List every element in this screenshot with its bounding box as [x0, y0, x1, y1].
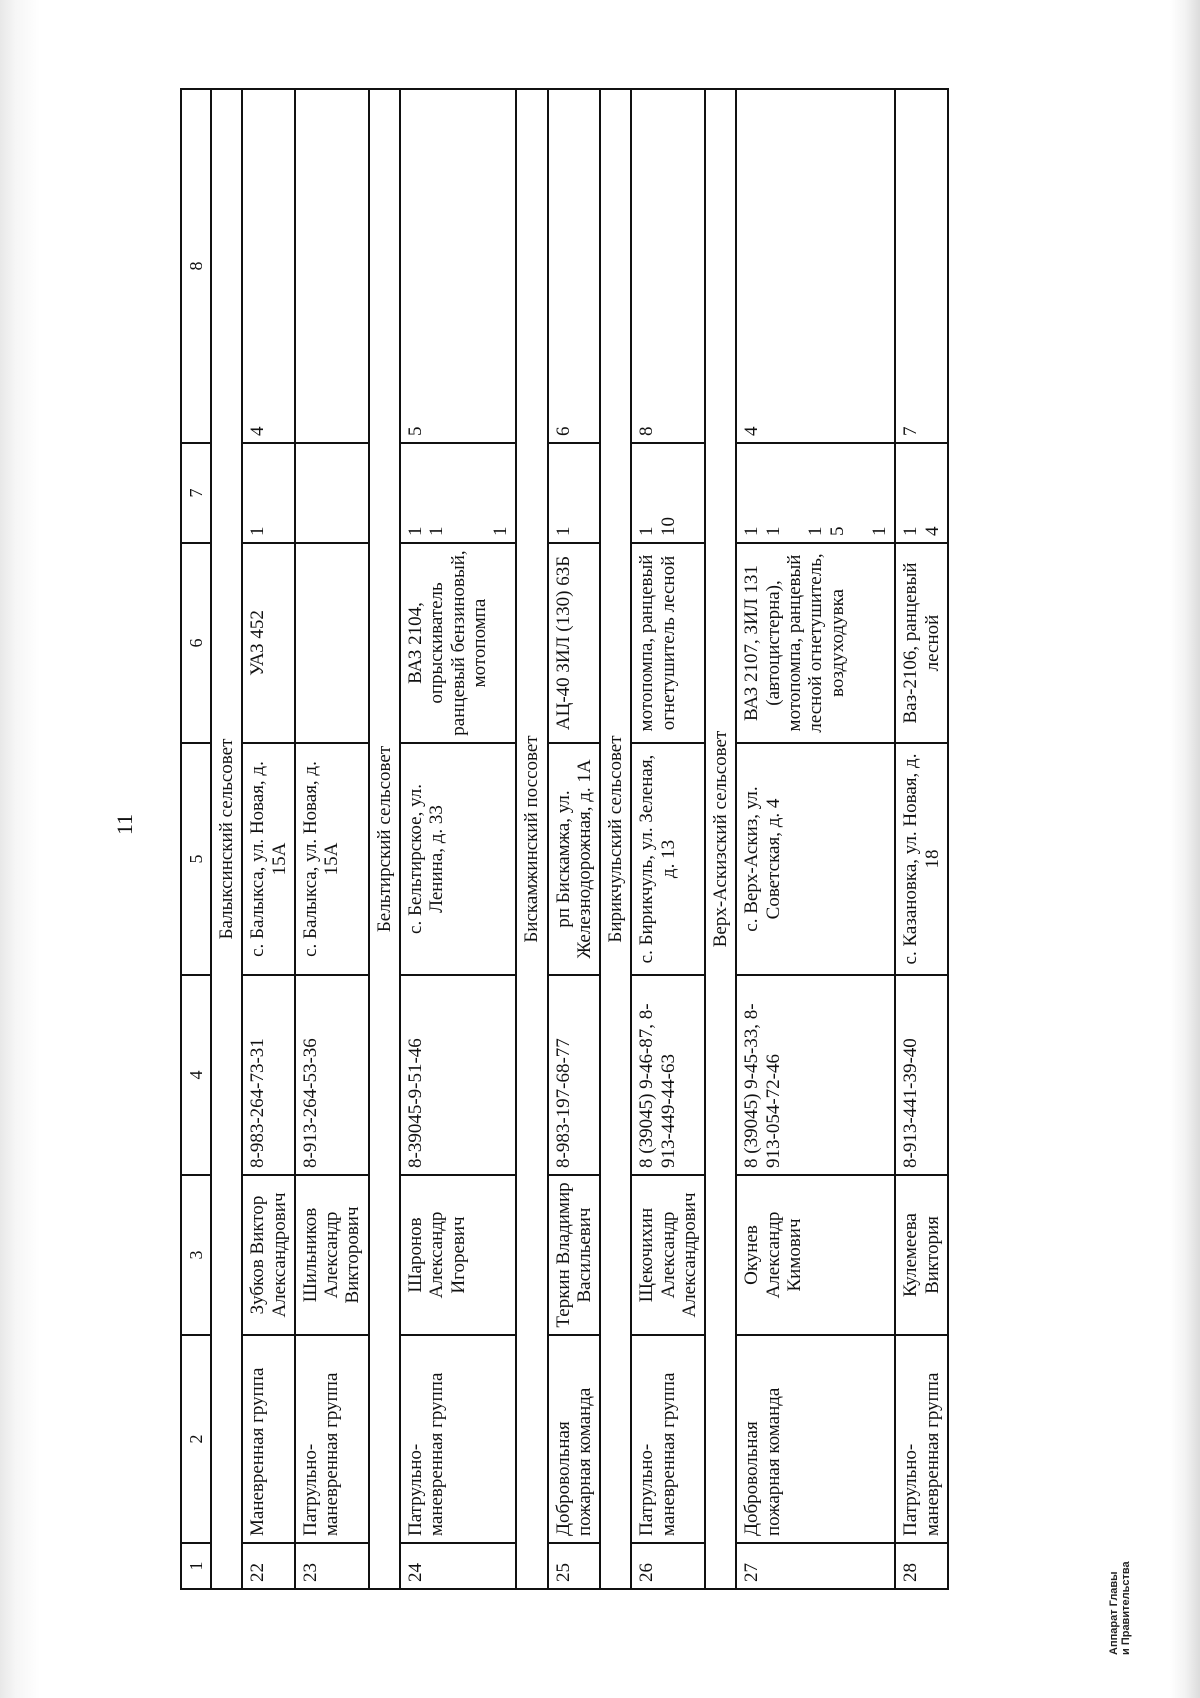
address: с. Бельтирское, ул. Ленина, д. 33: [400, 743, 516, 975]
row-number: 26: [631, 1543, 705, 1589]
people-count: 4: [242, 89, 295, 443]
table-row: [736, 89, 895, 1589]
section-title: Верх-Аскизский сельсовет: [705, 89, 736, 1589]
equipment-quantity: [295, 443, 369, 543]
equipment: [295, 543, 369, 743]
team-head: Теркин Владимир Васильевич: [548, 1175, 601, 1335]
people-count: 8: [631, 89, 705, 443]
table-row: [895, 89, 948, 1589]
col-number: 5: [181, 743, 211, 975]
equipment-quantity: 1 10: [631, 443, 705, 543]
equipment-quantity: 1 1 1: [400, 443, 516, 543]
section-header-row: [369, 89, 400, 1589]
address: с. Балыкса, ул. Новая, д. 15А: [242, 743, 295, 975]
row-number: 23: [295, 1543, 369, 1589]
team-head: Кулемеева Виктория: [895, 1175, 948, 1335]
col-number: 6: [181, 543, 211, 743]
people-count: 7: [895, 89, 948, 443]
table-row: [242, 89, 295, 1589]
scan-edge-left: [0, 0, 40, 1698]
section-header-row: [705, 89, 736, 1589]
equipment-quantity: 1 4: [895, 443, 948, 543]
team-type: Добровольная пожарная команда: [548, 1335, 601, 1543]
archive-stamp: [1108, 1561, 1132, 1655]
address: с. Верх-Аскиз, ул. Советская, д. 4: [736, 743, 895, 975]
row-number: 22: [242, 1543, 295, 1589]
phone-number: 8-983-197-68-77: [548, 975, 601, 1175]
people-count: 6: [548, 89, 601, 443]
equipment: Ваз-2106, ранцевый лесной: [895, 543, 948, 743]
address: с. Бирикчуль, ул. Зеленая, д. 13: [631, 743, 705, 975]
equipment: УАЗ 452: [242, 543, 295, 743]
section-header-row: [600, 89, 631, 1589]
section-title: Бельтирский сельсовет: [369, 89, 400, 1589]
phone-number: 8 (39045) 9-45-33, 8-913-054-72-46: [736, 975, 895, 1175]
phone-number: 8 (39045) 9-46-87, 8-913-449-44-63: [631, 975, 705, 1175]
row-number: 27: [736, 1543, 895, 1589]
stamp-line: и Правительства: [1120, 1561, 1133, 1655]
team-type: Патрульно-маневренная группа: [400, 1335, 516, 1543]
section-header-row: [516, 89, 547, 1589]
row-number: 24: [400, 1543, 516, 1589]
col-number: 3: [181, 1175, 211, 1335]
table-row: [295, 89, 369, 1589]
table-row: [548, 89, 601, 1589]
page-number: 11: [112, 813, 137, 835]
fire-teams-table: [180, 88, 949, 1590]
address: рп Бискамжа, ул. Железнодорожная, д. 1А: [548, 743, 601, 975]
equipment: АЦ-40 ЗИЛ (130) 63Б: [548, 543, 601, 743]
section-header-row: [211, 89, 242, 1589]
phone-number: 8-39045-9-51-46: [400, 975, 516, 1175]
section-title: Бискамжинский поссовет: [516, 89, 547, 1589]
col-number: 7: [181, 443, 211, 543]
team-type: Добровольная пожарная команда: [736, 1335, 895, 1543]
col-number: 2: [181, 1335, 211, 1543]
row-number: 28: [895, 1543, 948, 1589]
team-type: Патрульно-маневренная группа: [295, 1335, 369, 1543]
address: с. Казановка, ул. Новая, д. 18: [895, 743, 948, 975]
section-title: Балыксинский сельсовет: [211, 89, 242, 1589]
scan-edge-right: [1170, 0, 1200, 1698]
row-number: 25: [548, 1543, 601, 1589]
rotated-table-sheet: [180, 90, 1050, 1590]
team-head: Окунев Александр Кимович: [736, 1175, 895, 1335]
people-count: 5: [400, 89, 516, 443]
team-head: Шильников Александр Викторович: [295, 1175, 369, 1335]
equipment-quantity: 1 1 1 5 1: [736, 443, 895, 543]
stamp-line: Аппарат Главы: [1108, 1571, 1120, 1655]
col-number: 8: [181, 89, 211, 443]
section-title: Бирикчульский сельсовет: [600, 89, 631, 1589]
address: с. Балыкса, ул. Новая, д. 15А: [295, 743, 369, 975]
equipment-quantity: 1: [548, 443, 601, 543]
col-number: 4: [181, 975, 211, 1175]
column-number-row: [181, 89, 211, 1589]
table-body: [181, 89, 948, 1589]
equipment: ВАЗ 2104, опрыскиватель ранцевый бензиновый, мотопомпа: [400, 543, 516, 743]
phone-number: 8-913-264-53-36: [295, 975, 369, 1175]
team-type: Маневренная группа: [242, 1335, 295, 1543]
team-type: Патрульно-маневренная группа: [631, 1335, 705, 1543]
phone-number: 8-913-441-39-40: [895, 975, 948, 1175]
equipment: мотопомпа, ранцевый огнетушитель лесной: [631, 543, 705, 743]
table-row: [400, 89, 516, 1589]
team-head: Шаронов Александр Игоревич: [400, 1175, 516, 1335]
team-head: Щекочихин Александр Александрович: [631, 1175, 705, 1335]
equipment-quantity: 1: [242, 443, 295, 543]
team-head: Зубков Виктор Александрович: [242, 1175, 295, 1335]
table-row: [631, 89, 705, 1589]
phone-number: 8-983-264-73-31: [242, 975, 295, 1175]
team-type: Патрульно-маневренная группа: [895, 1335, 948, 1543]
equipment: ВАЗ 2107, ЗИЛ 131 (автоцистерна), мотопомпа, ранцевый лесной огнетушитель, воздуходувка: [736, 543, 895, 743]
people-count: 4: [736, 89, 895, 443]
people-count: [295, 89, 369, 443]
col-number: 1: [181, 1543, 211, 1589]
